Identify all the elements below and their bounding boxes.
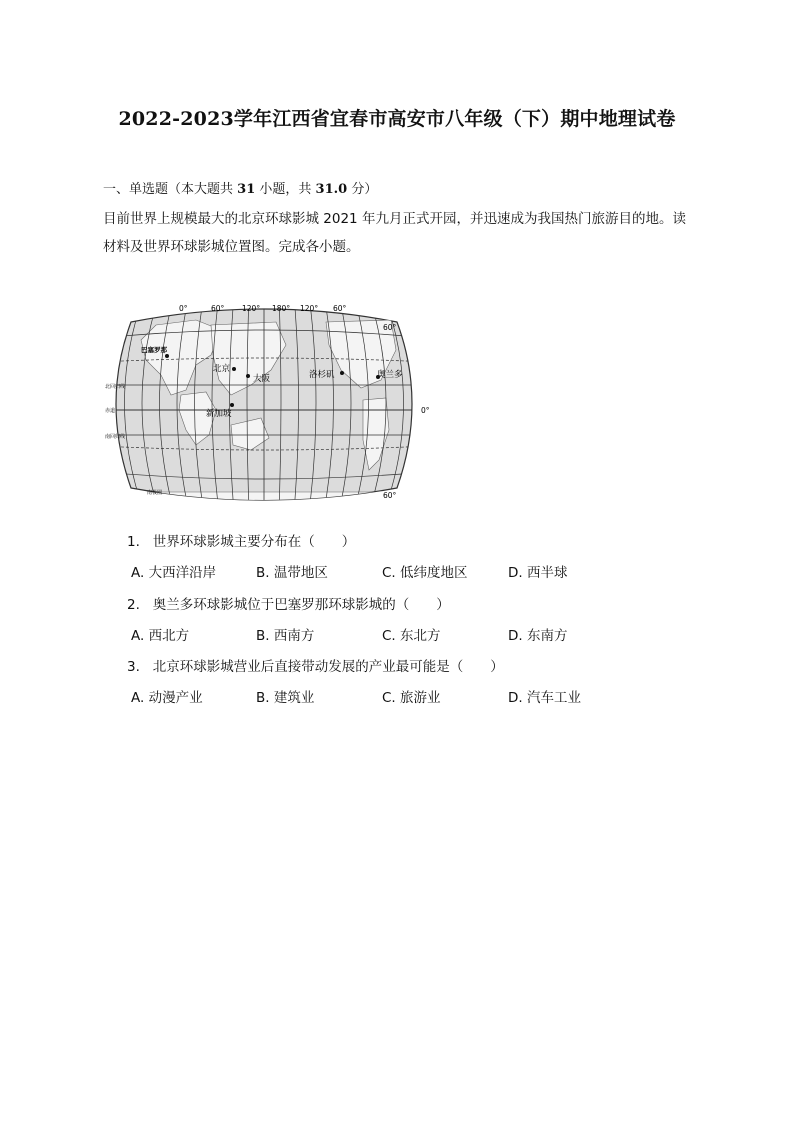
tropic-capricorn-label: 南回归线: [105, 434, 126, 440]
equator-label: 赤道: [105, 408, 116, 414]
question-text: 奥兰多环球影城位于巴塞罗那环球影城的（ ）: [152, 597, 450, 613]
lat-label: 0°: [421, 406, 430, 415]
city-marker: [232, 367, 236, 371]
city-label: 巴塞罗那: [141, 346, 167, 354]
option-d[interactable]: D. 汽车工业: [508, 690, 581, 706]
city-marker: [340, 371, 344, 375]
section-label: 一、单选题（本大题共: [103, 182, 234, 197]
section-mid: 小题，共: [259, 182, 312, 197]
option-b[interactable]: B. 建筑业: [256, 690, 315, 706]
city-marker: [246, 374, 250, 378]
exam-title: 2022-2023学年江西省宜春市高安市八年级（下）期中地理试卷: [118, 108, 676, 130]
option-c[interactable]: C. 旅游业: [382, 690, 441, 706]
intro-line-2: 材料及世界环球影城位置图。完成各小题。: [103, 239, 360, 255]
city-marker: [165, 354, 169, 358]
option-a[interactable]: A. 大西洋沿岸: [131, 565, 217, 581]
lon-label: 60°: [211, 304, 225, 313]
city-label: 洛杉矶: [309, 370, 335, 380]
city-label: 大阪: [253, 374, 271, 384]
lon-label: 60°: [333, 304, 347, 313]
question-text: 北京环球影城营业后直接带动发展的产业最可能是（ ）: [152, 659, 504, 675]
section-end: 分）: [351, 182, 378, 197]
section-heading: [103, 178, 377, 197]
intro-line-1: 目前世界上规模最大的北京环球影城 2021 年九月正式开园，并迅速成为我国热门旅游目的地。读: [103, 211, 686, 227]
question-2: [127, 593, 450, 613]
lon-label: 180°: [272, 304, 291, 313]
option-d[interactable]: D. 东南方: [508, 628, 568, 644]
question-1: [127, 530, 355, 550]
option-c[interactable]: C. 东北方: [382, 628, 441, 644]
total-score: 31.0: [315, 182, 348, 197]
intro-paragraph: [103, 205, 703, 261]
question-number: 2.: [127, 597, 140, 613]
lon-label: 0°: [179, 304, 188, 313]
question-number: 1.: [127, 534, 140, 550]
option-a[interactable]: A. 动漫产业: [131, 690, 203, 706]
option-a[interactable]: A. 西北方: [131, 628, 190, 644]
lon-label: 120°: [300, 304, 319, 313]
antarctic-circle-label: 南极圈: [147, 490, 163, 496]
question-3: [127, 655, 504, 675]
option-c[interactable]: C. 低纬度地区: [382, 565, 468, 581]
lat-label: 60°: [383, 491, 397, 500]
option-d[interactable]: D. 西半球: [508, 565, 568, 581]
city-label: 新加坡: [206, 409, 232, 419]
city-label: 北京: [213, 364, 231, 374]
city-marker: [230, 403, 234, 407]
question-count: 31: [237, 182, 256, 197]
lat-label: 60°: [383, 323, 397, 332]
option-b[interactable]: B. 西南方: [256, 628, 315, 644]
city-label: 奥兰多: [377, 370, 403, 380]
question-text: 世界环球影城主要分布在（ ）: [152, 534, 356, 550]
lon-label: 120°: [242, 304, 261, 313]
question-number: 3.: [127, 659, 140, 675]
option-b[interactable]: B. 温带地区: [256, 565, 328, 581]
world-map-figure: [101, 300, 430, 506]
tropic-cancer-label: 北回归线: [105, 384, 126, 390]
